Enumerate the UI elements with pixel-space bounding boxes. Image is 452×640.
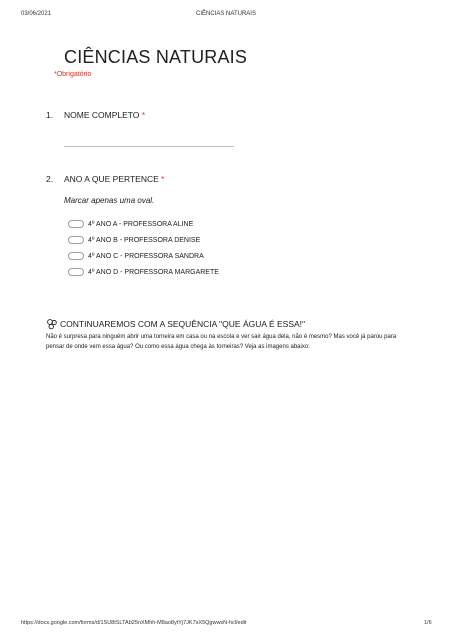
question-hint: Marcar apenas uma oval. bbox=[64, 196, 155, 205]
option-4-ano-a[interactable] bbox=[68, 219, 193, 229]
radio-oval[interactable] bbox=[68, 252, 84, 260]
radio-oval[interactable] bbox=[68, 220, 84, 228]
required-star: * bbox=[141, 110, 146, 120]
print-url: https://docs.google.com/forms/d/1SU8tSLTAb25nXMhh-M8ao8ytYj7JK7sX5QgwwsN-hcl/edit bbox=[21, 620, 247, 626]
molecule-icon bbox=[46, 318, 58, 330]
question-title-text: ANO A QUE PERTENCE bbox=[64, 174, 159, 184]
option-label: 4º ANO B - PROFESSORA DENISE bbox=[88, 236, 201, 244]
option-4-ano-b[interactable] bbox=[68, 235, 200, 245]
section-description: Não é surpresa para ninguém abrir uma torneira em casa ou na escola e ver sair água dela, não é mesmo? Mas você já parou para pensar de onde vem essa água? Ou como essa água chega às torneiras? Veja as imagens abaixo: bbox=[46, 334, 397, 350]
nome-answer-field[interactable] bbox=[64, 146, 234, 147]
print-header-title: CIÊNCIAS NATURAIS bbox=[196, 11, 256, 17]
question-number: 2. bbox=[46, 174, 54, 184]
option-label: 4º ANO A - PROFESSORA ALINE bbox=[88, 220, 194, 228]
radio-oval[interactable] bbox=[68, 236, 84, 244]
section-header bbox=[46, 318, 305, 330]
radio-oval[interactable] bbox=[68, 268, 84, 276]
section-title: CONTINUAREMOS COM A SEQUÊNCIA "QUE ÁGUA É ESSA!" bbox=[60, 319, 306, 329]
option-4-ano-d[interactable] bbox=[68, 267, 219, 277]
form-title: CIÊNCIAS NATURAIS bbox=[64, 47, 248, 67]
option-label: 4º ANO C - PROFESSORA SANDRA bbox=[88, 252, 204, 260]
option-4-ano-c[interactable] bbox=[68, 251, 204, 261]
question-title-nome bbox=[64, 110, 145, 120]
option-label: 4º ANO D - PROFESSORA MARGARETE bbox=[88, 268, 219, 276]
required-star: * bbox=[161, 174, 165, 184]
required-note: *Obrigatório bbox=[54, 71, 92, 78]
page-number: 1/6 bbox=[424, 620, 432, 626]
print-date: 03/06/2021 bbox=[21, 11, 52, 17]
question-title-text: NOME COMPLETO bbox=[64, 110, 140, 120]
question-number: 1. bbox=[46, 110, 54, 120]
question-title-ano bbox=[64, 174, 164, 184]
